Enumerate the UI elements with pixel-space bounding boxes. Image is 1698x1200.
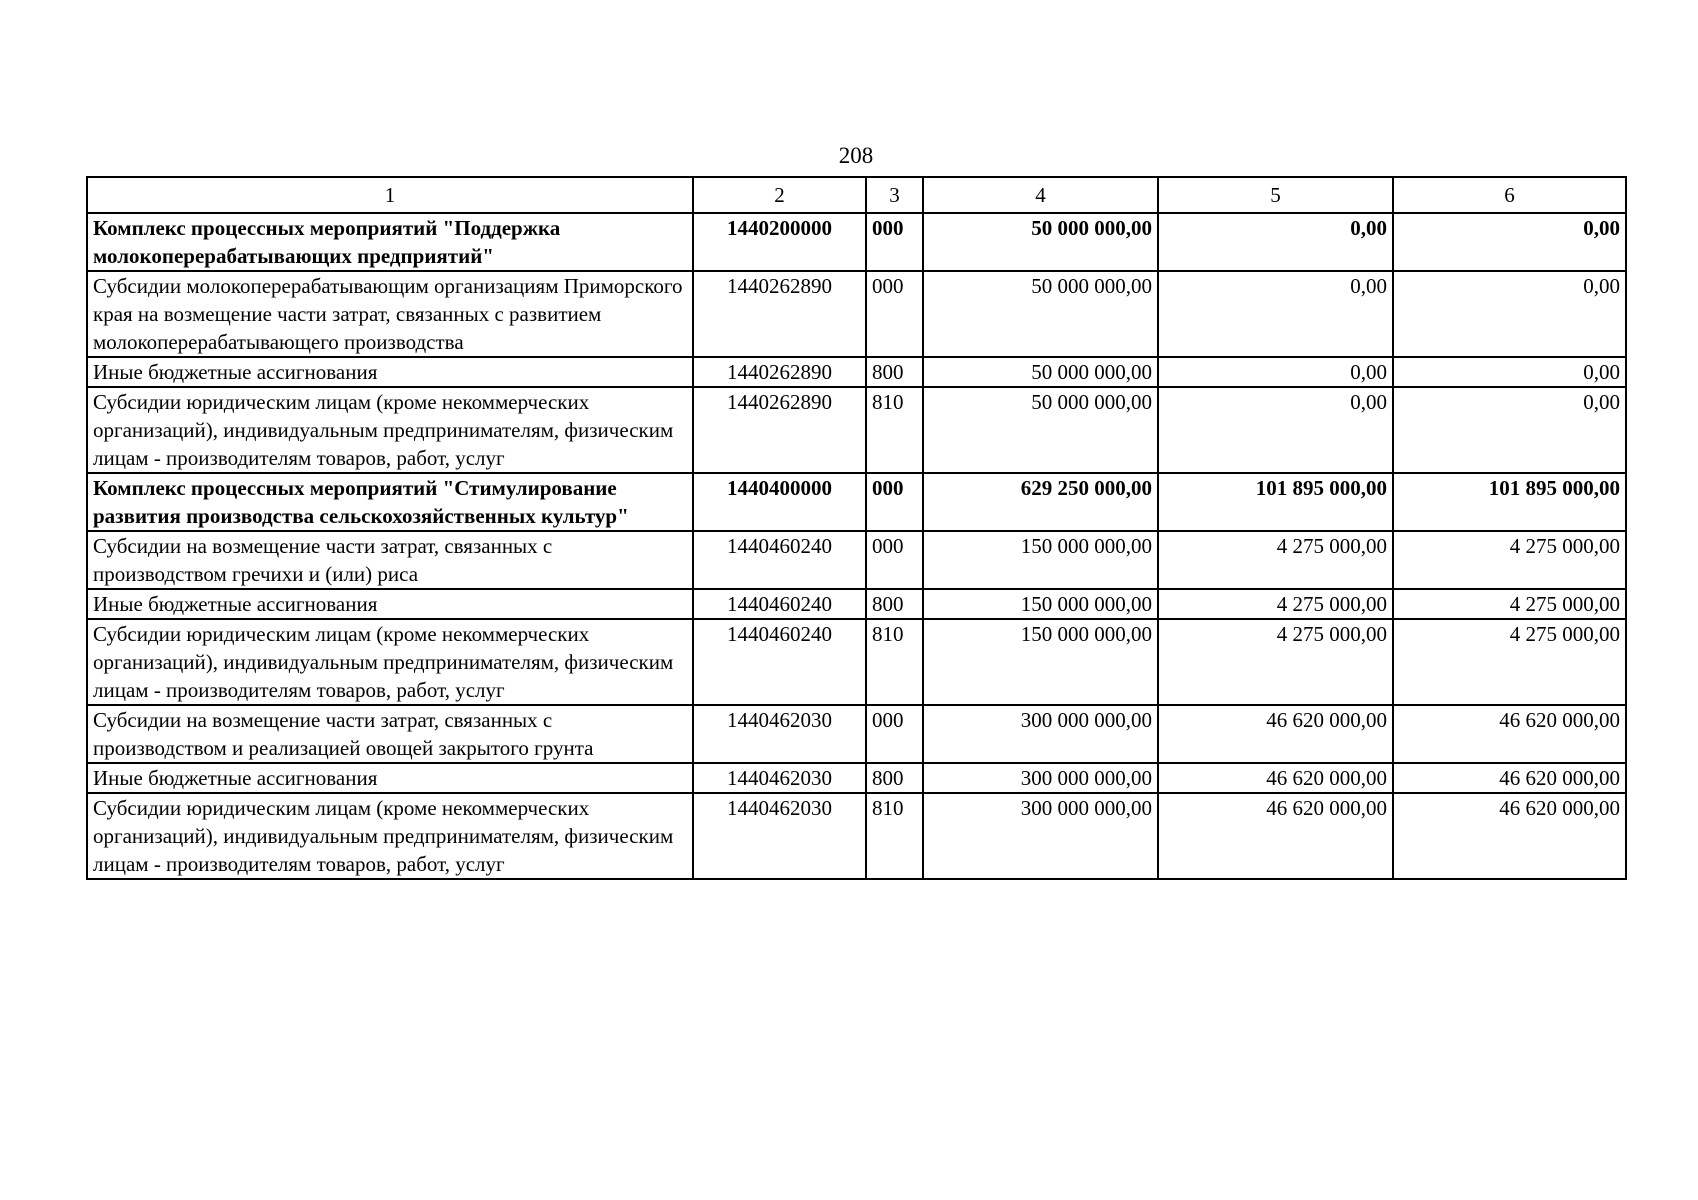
table-row [87, 357, 1626, 387]
row-kvr-cell: 810 [866, 793, 923, 879]
page-number: 208 [838, 143, 874, 168]
row-code-cell: 1440262890 [693, 387, 866, 473]
row-value-col4: 300 000 000,00 [923, 793, 1158, 879]
column-header-4: 4 [923, 177, 1158, 213]
column-header-3: 3 [866, 177, 923, 213]
row-value-col5: 46 620 000,00 [1158, 793, 1393, 879]
row-value-col5: 4 275 000,00 [1158, 619, 1393, 705]
row-code-cell: 1440262890 [693, 357, 866, 387]
row-value-col4: 50 000 000,00 [923, 357, 1158, 387]
row-code-cell: 1440460240 [693, 589, 866, 619]
row-code-cell: 1440400000 [693, 473, 866, 531]
table-row [87, 793, 1626, 879]
table-row [87, 763, 1626, 793]
row-value-col4: 150 000 000,00 [923, 619, 1158, 705]
row-kvr-cell: 810 [866, 387, 923, 473]
row-value-col6: 4 275 000,00 [1393, 531, 1626, 589]
budget-table [86, 176, 1627, 880]
row-kvr-cell: 000 [866, 271, 923, 357]
row-kvr-cell: 800 [866, 589, 923, 619]
column-header-6: 6 [1393, 177, 1626, 213]
table-row [87, 705, 1626, 763]
row-value-col6: 0,00 [1393, 357, 1626, 387]
table-body [87, 213, 1626, 879]
row-name-cell: Иные бюджетные ассигнования [87, 357, 693, 387]
row-value-col4: 300 000 000,00 [923, 705, 1158, 763]
row-value-col4: 50 000 000,00 [923, 387, 1158, 473]
row-value-col5: 4 275 000,00 [1158, 531, 1393, 589]
row-value-col6: 0,00 [1393, 213, 1626, 271]
row-value-col5: 0,00 [1158, 271, 1393, 357]
row-code-cell: 1440462030 [693, 705, 866, 763]
column-header-5: 5 [1158, 177, 1393, 213]
row-value-col6: 0,00 [1393, 271, 1626, 357]
row-value-col6: 4 275 000,00 [1393, 589, 1626, 619]
row-value-col4: 150 000 000,00 [923, 589, 1158, 619]
row-value-col6: 46 620 000,00 [1393, 793, 1626, 879]
row-kvr-cell: 000 [866, 705, 923, 763]
row-kvr-cell: 800 [866, 357, 923, 387]
row-code-cell: 1440200000 [693, 213, 866, 271]
row-value-col5: 101 895 000,00 [1158, 473, 1393, 531]
column-header-1: 1 [87, 177, 693, 213]
row-value-col4: 50 000 000,00 [923, 271, 1158, 357]
row-code-cell: 1440460240 [693, 531, 866, 589]
row-code-cell: 1440460240 [693, 619, 866, 705]
row-name-cell: Субсидии молокоперерабатывающим организациям Приморского края на возмещение части затрат, связанных с развитием молокоперерабатывающего производства [87, 271, 693, 357]
table-row [87, 271, 1626, 357]
row-kvr-cell: 000 [866, 473, 923, 531]
row-value-col6: 4 275 000,00 [1393, 619, 1626, 705]
row-name-cell: Субсидии юридическим лицам (кроме некоммерческих организаций), индивидуальным предпринимателям, физическим лицам - производителям товаров, работ, услуг [87, 793, 693, 879]
row-code-cell: 1440262890 [693, 271, 866, 357]
table-row [87, 473, 1626, 531]
row-name-cell: Субсидии на возмещение части затрат, связанных с производством и реализацией овощей закрытого грунта [87, 705, 693, 763]
table-row [87, 619, 1626, 705]
row-code-cell: 1440462030 [693, 763, 866, 793]
row-name-cell: Иные бюджетные ассигнования [87, 589, 693, 619]
row-name-cell: Иные бюджетные ассигнования [87, 763, 693, 793]
table-row [87, 531, 1626, 589]
row-value-col5: 0,00 [1158, 357, 1393, 387]
row-value-col4: 150 000 000,00 [923, 531, 1158, 589]
row-value-col6: 46 620 000,00 [1393, 763, 1626, 793]
table-row [87, 213, 1626, 271]
table-row [87, 589, 1626, 619]
row-value-col6: 46 620 000,00 [1393, 705, 1626, 763]
header-row [87, 177, 1626, 213]
row-code-cell: 1440462030 [693, 793, 866, 879]
row-value-col5: 0,00 [1158, 387, 1393, 473]
row-kvr-cell: 000 [866, 531, 923, 589]
row-name-cell: Комплекс процессных мероприятий "Поддержка молокоперерабатывающих предприятий" [87, 213, 693, 271]
column-header-2: 2 [693, 177, 866, 213]
row-kvr-cell: 000 [866, 213, 923, 271]
row-kvr-cell: 800 [866, 763, 923, 793]
row-name-cell: Субсидии на возмещение части затрат, связанных с производством гречихи и (или) риса [87, 531, 693, 589]
row-name-cell: Комплекс процессных мероприятий "Стимулирование развития производства сельскохозяйственных культур" [87, 473, 693, 531]
row-value-col6: 101 895 000,00 [1393, 473, 1626, 531]
row-value-col5: 46 620 000,00 [1158, 763, 1393, 793]
row-value-col6: 0,00 [1393, 387, 1626, 473]
row-kvr-cell: 810 [866, 619, 923, 705]
row-value-col4: 300 000 000,00 [923, 763, 1158, 793]
row-value-col5: 46 620 000,00 [1158, 705, 1393, 763]
row-value-col5: 0,00 [1158, 213, 1393, 271]
table-row [87, 387, 1626, 473]
row-name-cell: Субсидии юридическим лицам (кроме некоммерческих организаций), индивидуальным предпринимателям, физическим лицам - производителям товаров, работ, услуг [87, 387, 693, 473]
row-value-col4: 50 000 000,00 [923, 213, 1158, 271]
row-value-col4: 629 250 000,00 [923, 473, 1158, 531]
row-value-col5: 4 275 000,00 [1158, 589, 1393, 619]
row-name-cell: Субсидии юридическим лицам (кроме некоммерческих организаций), индивидуальным предпринимателям, физическим лицам - производителям товаров, работ, услуг [87, 619, 693, 705]
